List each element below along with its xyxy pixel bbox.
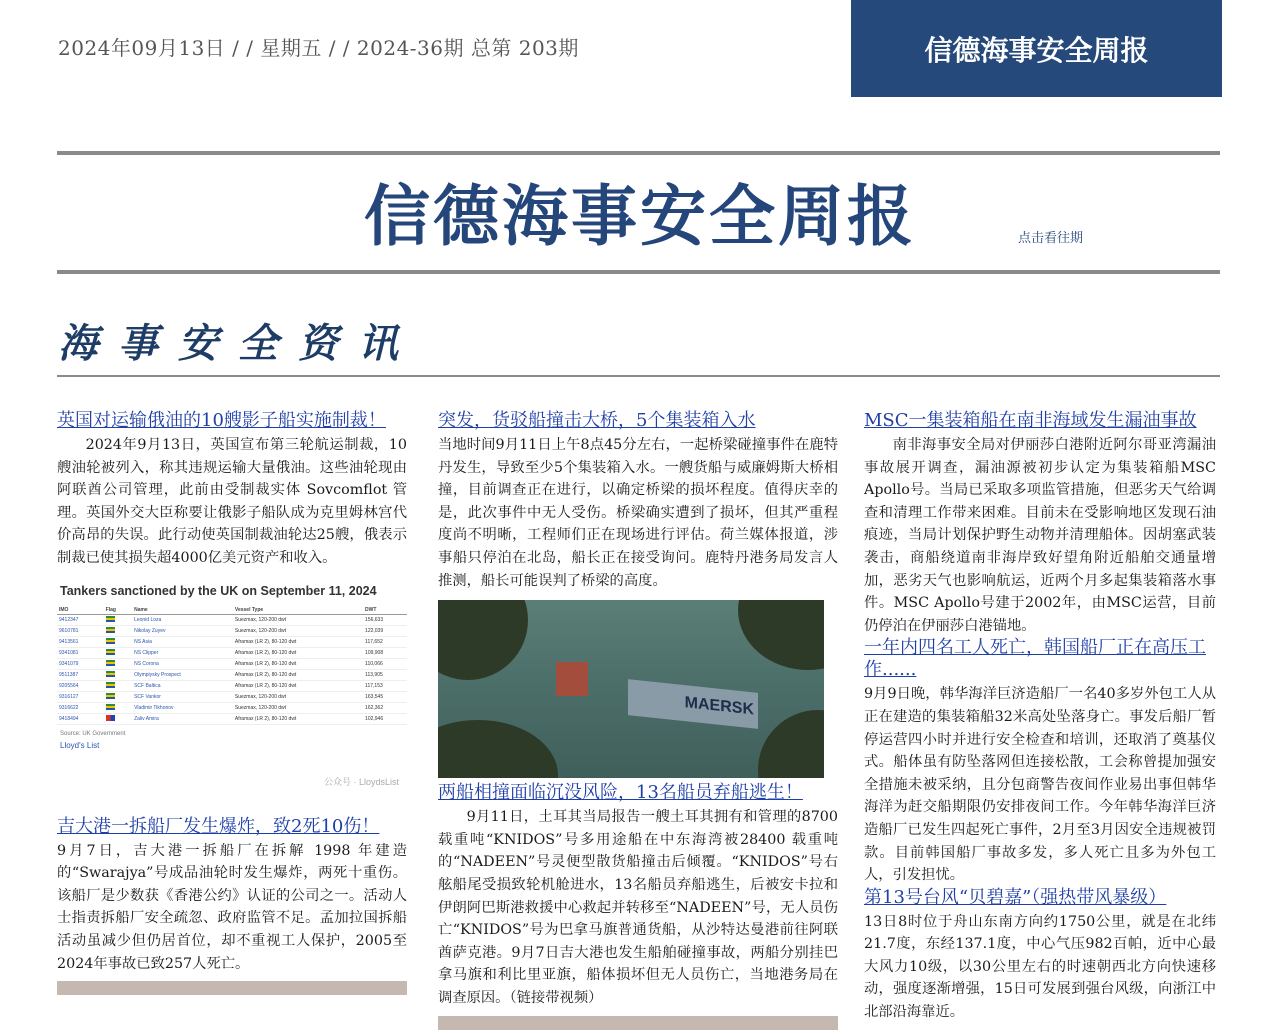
table-cell: Suezmax, 120-200 dwt	[233, 702, 363, 713]
table-row	[57, 669, 407, 680]
article-headline-rotterdam-bridge[interactable]: 突发，货驳船撞击大桥，5个集装箱入水	[438, 410, 756, 431]
table-cell: 9316622	[57, 702, 104, 713]
article-body-korea-shipyard: 9月9日晚，韩华海洋巨济造船厂一名40多岁外包工人从正在建造的集装箱船32米高处坠落身亡。事发后船厂暂停运营四小时并进行安全检查和培训，还取消了奠基仪式。船体虽有防坠落网但连接松散，工会称曾提加强安全措施未被采纳，且分包商警告夜间作业易出事但韩华海洋为赶交船期限仍安排夜间工作。今年韩华海洋巨济造船厂已发生四起死亡事件，2月至3月因安全违规被罚款。目前韩国船厂事故多发，多人死亡且多为外包工人，引发担忧。	[864, 686, 1216, 884]
table-row	[57, 614, 407, 625]
top-rule	[57, 151, 1220, 155]
section-rule	[57, 375, 1220, 377]
mid-rule	[57, 270, 1220, 274]
table-cell	[104, 713, 132, 724]
table-cell: Aframax (LR 2), 80-120 dwt	[233, 636, 363, 647]
table-cell: 117,652	[363, 636, 407, 647]
archive-link[interactable]: 点击看往期	[1018, 231, 1084, 246]
middle-column	[438, 410, 838, 1030]
table-cell: 9511387	[57, 669, 104, 680]
table-cell: NS Corona	[132, 658, 233, 669]
col-type: Vessel Type	[233, 606, 363, 615]
table-row	[57, 702, 407, 713]
flag-icon	[106, 704, 115, 710]
table-cell: 9412347	[57, 614, 104, 625]
image-strip	[438, 1016, 838, 1030]
table-row	[57, 691, 407, 702]
container-photo	[438, 600, 824, 778]
col-name: Name	[132, 606, 233, 615]
issue-meta: 2024年09月13日 / / 星期五 / / 2024-36期 总第 203期	[58, 36, 579, 60]
table-cell: Suezmax, 120-200 dwt	[233, 614, 363, 625]
flag-icon	[106, 693, 115, 699]
masthead-title: 信德海事安全周报	[364, 177, 916, 255]
table-cell	[104, 702, 132, 713]
col-flag: Flag	[104, 606, 132, 615]
table-cell: Olympiysky Prospect	[132, 669, 233, 680]
table-cell: NS Clipper	[132, 647, 233, 658]
table-cell	[104, 647, 132, 658]
flag-icon	[106, 616, 115, 622]
figure-source: Source: UK Government	[60, 730, 126, 737]
table-cell: Nikolay Zuyev	[132, 625, 233, 636]
table-cell: SCF Vankor	[132, 691, 233, 702]
flag-icon	[106, 715, 115, 721]
table-cell	[104, 614, 132, 625]
table-row	[57, 647, 407, 658]
flag-icon	[106, 649, 115, 655]
maersk-container: MAERSK	[628, 679, 758, 729]
figure-title: Tankers sanctioned by the UK on September 11, 2024	[60, 583, 377, 598]
article-body-chittagong-explosion: 9月7日，吉大港一拆船厂在拆解 1998 年建造的“Swarajya”号成品油轮时发生爆炸，两死十重伤。该船厂是少数获《香港公约》认证的公司之一。活动人士指责拆船厂安全疏忽、政府监管不足。孟加拉国拆船活动虽减少但仍居首位，却不重视工人保护，2005至2024年事故已致257人死亡。	[57, 842, 407, 972]
table-cell	[104, 636, 132, 647]
table-cell: 156,633	[363, 614, 407, 625]
table-cell	[104, 680, 132, 691]
table-cell: 102,946	[363, 713, 407, 724]
sanctions-table-figure	[57, 584, 407, 794]
article-headline-uk-sanctions[interactable]: 英国对运输俄油的10艘影子船实施制裁！	[57, 410, 386, 431]
table-cell: 9413561	[57, 636, 104, 647]
table-cell: 122,039	[363, 625, 407, 636]
masthead	[0, 163, 1280, 258]
article-headline-chittagong-explosion[interactable]: 吉大港一拆船厂发生爆炸，致2死10伤！	[57, 815, 380, 837]
table-cell	[104, 625, 132, 636]
flag-icon	[106, 660, 115, 666]
banner-title: 信德海事安全周报	[851, 0, 1222, 97]
image-strip	[57, 981, 407, 995]
table-row	[57, 658, 407, 669]
col-imo: IMO	[57, 606, 104, 615]
table-cell: 110,066	[363, 658, 407, 669]
table-cell: Aframax (LR 2), 80-120 dwt	[233, 647, 363, 658]
table-cell	[104, 669, 132, 680]
table-cell	[104, 691, 132, 702]
table-cell: Zaliv Amira	[132, 713, 233, 724]
table-cell: 9341081	[57, 647, 104, 658]
figure-watermark: 公众号 · LloydsList	[323, 776, 399, 787]
article-body-msc-oil-spill: 南非海事安全局对伊丽莎白港附近阿尔哥亚湾漏油事故展开调查，漏油源被初步认定为集装箱船MSC Apollo号。当局已采取多项监管措施，但恶劣天气给调查和清理工作带来困难。目前未在受影响地区发现石油痕迹，当局计划保护野生动物并清理船体。因胡塞武装袭击，商船绕道南非海岸致好望角附近船舶交通量增加，恶劣天气也影响航运，近两个月多起集装箱落水事件。MSC Apollo号建于2002年，由MSC运营，目前仍停泊在伊丽莎白港锚地。	[864, 437, 1216, 634]
col-dwt: DWT	[363, 606, 407, 615]
table-cell: Leonid Loza	[132, 614, 233, 625]
article-body-typhoon: 13日8时位于舟山东南方向约1750公里，就是在北纬21.7度，东经137.1度，中心气压982百帕，近中心最大风力10级，以30公里左右的时速朝西北方向快速移动，强度逐渐增强，15日可发展到强台风级，向浙江中北部沿海靠近。	[864, 913, 1216, 1021]
table-cell: Suezmax, 120-200 dwt	[233, 625, 363, 636]
table-cell	[104, 658, 132, 669]
flag-icon	[106, 682, 115, 688]
article-headline-typhoon[interactable]: 第13号台风“贝碧嘉”（强热带风暴级）	[864, 886, 1167, 908]
table-row	[57, 680, 407, 691]
table-cell: Aframax (LR 2), 80-120 dwt	[233, 658, 363, 669]
table-cell: 162,362	[363, 702, 407, 713]
table-cell: 9316127	[57, 691, 104, 702]
section-title: 海事安全资讯	[58, 320, 418, 367]
table-cell: Aframax (LR 2), 80-120 dwt	[233, 680, 363, 691]
article-headline-ship-collision[interactable]: 两船相撞面临沉没风险，13名船员弃船逃生！	[438, 782, 803, 804]
table-cell: Aframax (LR 2), 80-120 dwt	[233, 713, 363, 724]
table-cell: 9418494	[57, 713, 104, 724]
article-headline-korea-shipyard[interactable]: 一年内四名工人死亡，韩国船厂正在高压工作......	[864, 637, 1206, 681]
flag-icon	[106, 627, 115, 633]
table-cell: 9341079	[57, 658, 104, 669]
table-row	[57, 625, 407, 636]
table-cell: Aframax (LR 2), 80-120 dwt	[233, 669, 363, 680]
sanctions-table	[57, 606, 407, 725]
figure-brand: Lloyd's List	[60, 740, 100, 750]
article-body-rotterdam-bridge: 当地时间9月11日上午8点45分左右，一起桥梁碰撞事件在鹿特丹发生，导致至少5个集装箱入水。一艘货船与威廉姆斯大桥相撞，目前调查正在进行，以确定桥梁的损坏程度。值得庆幸的是，此次事件中无人受伤。桥梁确实遭到了损坏，但其严重程度尚不明晰，工程师们正在现场进行评估。荷兰媒体报道，涉事船只停泊在北岛，船长正在接受询问。鹿特丹港务局发言人推测，船长可能误判了桥梁的高度。	[438, 437, 838, 589]
table-cell: 113,905	[363, 669, 407, 680]
table-row	[57, 713, 407, 724]
right-column	[864, 410, 1216, 1024]
table-cell: NS Asia	[132, 636, 233, 647]
table-cell: 9610781	[57, 625, 104, 636]
article-body-ship-collision: 9月11日，土耳其当局报告一艘土耳其拥有和管理的8700载重吨“KNIDOS”号多用途船在中东海湾被28400 载重吨的“NADEEN”号灵便型散货船撞击后倾覆。“KNIDOS”号右舷船尾受损致轮机舱进水，13名船员弃船逃生，后被安卡拉和伊朗阿巴斯港救援中心救起并转移至“NADEEN”号，无人员伤亡“KNIDOS”号为巴拿马旗普通货船，从沙特达曼港前往阿联酋萨克港。9月7日吉大港也发生船舶碰撞事故，两船分别挂巴拿马旗和利比里亚旗，船体损坏但无人员伤亡，当地港务局在调查原因。（链接带视频）	[438, 809, 838, 1006]
article-body-uk-sanctions: 2024年9月13日，英国宣布第三轮航运制裁，10 艘油轮被列入，称其违规运输大量俄油。这些油轮现由阿联酋公司管理，此前由受制裁实体 Sovcomflot 管理。英国外交大臣称要让俄影子船队成为克里姆林宫代价高昂的失误。此行动使英国制裁油轮达25艘，俄表示制裁已使其损失超4000亿美元资产和收入。	[57, 437, 407, 566]
table-cell: SCF Baltica	[132, 680, 233, 691]
flag-icon	[106, 638, 115, 644]
table-cell: 163,545	[363, 691, 407, 702]
left-column	[57, 410, 407, 995]
article-headline-msc-oil-spill[interactable]: MSC一集装箱船在南非海域发生漏油事故	[864, 410, 1197, 431]
table-cell: Vladimir Tikhonov	[132, 702, 233, 713]
table-cell: 9205564	[57, 680, 104, 691]
table-cell: 109,908	[363, 647, 407, 658]
flag-icon	[106, 671, 115, 677]
table-cell: Suezmax, 120-200 dwt	[233, 691, 363, 702]
table-cell: 117,153	[363, 680, 407, 691]
floating-container	[556, 662, 588, 696]
table-row	[57, 636, 407, 647]
